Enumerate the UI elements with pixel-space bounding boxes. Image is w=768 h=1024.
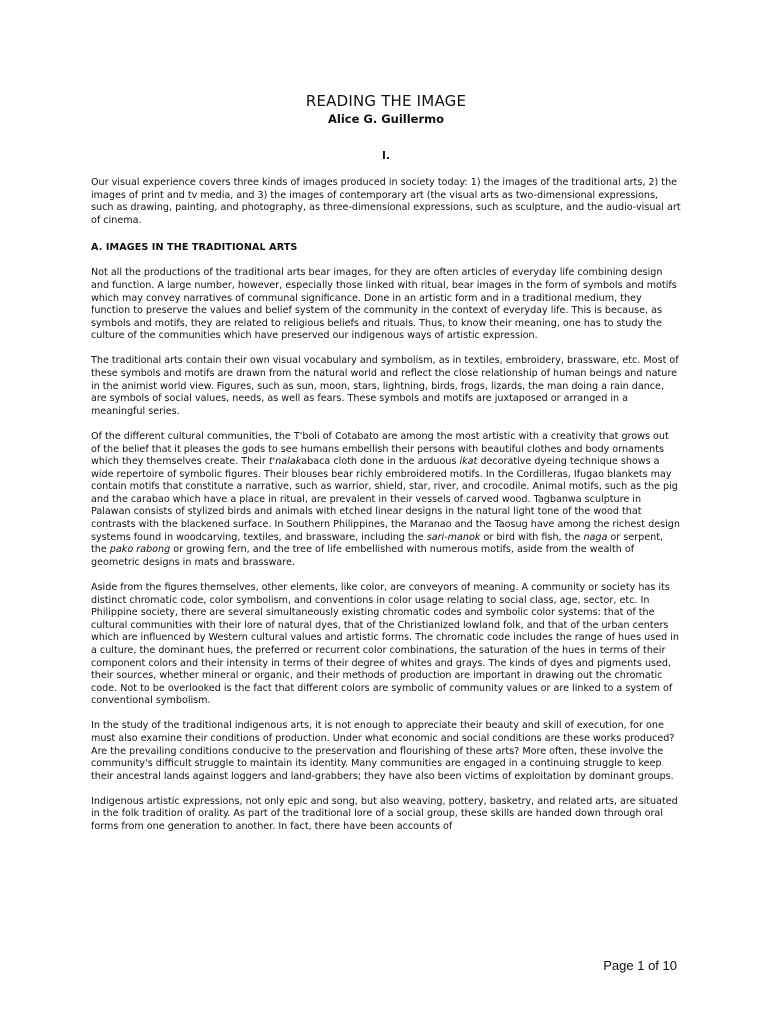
paragraph-text: decorative dyeing technique shows a wide repertoire of symbolic figures. Their blouses bear richly embroidered motifs. In the Cordilleras, Ifugao blankets may contain motifs that constitute a narrative, such as warrior, shield, star, river, and crocodile. Animal motifs, such as the pig and the carabao which have a place in ritual, are prevalent in their vessels of carved wood. Tagbanwa sculpture in Palawan consists of stylized birds and animals with etched linear designs in the natural light tone of the wood that contrasts with the blackened surface. In Southern Philippines, the Maranao and the Taosug have among the richest design systems found in woodcarving, textiles, and brassware, including the — [91, 456, 680, 543]
paragraph-text: abaca cloth done in the arduous — [301, 456, 460, 468]
section-heading-traditional-arts: A. IMAGES IN THE TRADITIONAL ARTS — [91, 242, 298, 254]
paragraph-text: or serpent, the — [91, 531, 664, 556]
paragraph-cultural-communities — [91, 431, 681, 570]
italic-term: pako rabong — [109, 544, 171, 556]
paragraph-text: Of the different cultural communities, the T'boli of Cotabato are among the most artistic with a creativity that grows out of the belief that it pleases the gods to see humans embellish their persons with beautiful clothes and body ornaments which they themselves create. Their — [91, 430, 669, 468]
paragraph-conditions-of-production: In the study of the traditional indigenous arts, it is not enough to appreciate their beauty and skill of execution, for one must also examine their conditions of production. Under what economic and social conditions are these works produced? Are the prevailing conditions conducive to the preservation and flourishing of these arts? More often, these involve the community's difficult struggle to maintain its identity. Many communities are engaged in a continuing struggle to keep their ancestral lands against loggers and land-grabbers; they have also been victims of exploitation by dominant groups. — [91, 720, 675, 782]
page-number: Page 1 of 10 — [603, 958, 677, 973]
paragraph-traditional-arts-images: Not all the productions of the traditional arts bear images, for they are often articles of everyday life combining design and function. A large number, however, especially those linked with ritual, bear images in the form of symbols and motifs which may convey narratives of communal significance. Done in an artistic form and in a traditional medium, they function to preserve the values and belief system of the community in the context of everyday life. This is because, as symbols and motifs, they are related to religious beliefs and rituals. Thus, to know their meaning, one has to study the culture of the communities which have preserved our indigenous ways of artistic expression. — [91, 267, 677, 342]
author-name: Alice G. Guillermo — [327, 112, 445, 126]
italic-term: sari-manok — [426, 531, 481, 543]
paragraph-oral-tradition: Indigenous artistic expressions, not only epic and song, but also weaving, pottery, basketry, and related arts, are situated in the folk tradition of orality. As part of the traditional lore of a social group, these skills are handed down through oral forms from one generation to another. In fact, there have been accounts of — [91, 795, 678, 833]
document-title: READING THE IMAGE — [305, 92, 467, 110]
paragraph-intro: Our visual experience covers three kinds of images produced in society today: 1) the images of the traditional arts, 2) the images of print and tv media, and 3) the images of contemporary art (the visual arts as two-dimensional expressions, such as drawing, painting, and photography, as three-dimensional expressions, such as sculpture, and the audio-visual art of cinema. — [91, 177, 681, 226]
italic-term: t'nalak — [268, 456, 302, 468]
italic-term: naga — [583, 531, 608, 543]
italic-term: ikat — [459, 456, 478, 468]
paragraph-text: or growing fern, and the tree of life embellished with numerous motifs, aside from the wealth of geometric designs in mats and brassware. — [91, 544, 635, 568]
page-content — [91, 91, 681, 834]
section-numeral: I. — [382, 150, 390, 162]
paragraph-text: or bird with fish, the — [480, 531, 584, 543]
paragraph-visual-vocabulary: The traditional arts contain their own visual vocabulary and symbolism, as in textiles, embroidery, brassware, etc. Most of these symbols and motifs are drawn from the natural world and reflect the close relationship of human beings and nature in the animist world view. Figures, such as sun, moon, stars, lightning, birds, frogs, lizards, the man doing a rain dance, are symbols of social values, needs, as well as fears. These symbols and motifs are juxtaposed or arranged in a meaningful series. — [91, 355, 679, 417]
paragraph-chromatic-code: Aside from the figures themselves, other elements, like color, are conveyors of meaning. A community or society has its distinct chromatic code, color symbolism, and conventions in color usage relating to social class, age, sector, etc. In Philippine society, there are several simultaneously existing chromatic codes and symbolic color systems: that of the cultural communities with their lore of natural dyes, that of the Christianized lowland folk, and that of the urban centers which are influenced by Western cultural values and artistic forms. The chromatic code includes the range of hues used in a culture, the dominant hues, the preferred or recurrent color combinations, the saturation of the hues in terms of their component colors and their intensity in terms of their degree of whites and grays. The kinds of dyes and pigments used, their sources, whether mineral or organic, and their methods of production are important in drawing out the chromatic code. Not to be overlooked is the fact that different colors are symbolic of community values or are linked to a system of conventional symbolism. — [91, 581, 679, 707]
